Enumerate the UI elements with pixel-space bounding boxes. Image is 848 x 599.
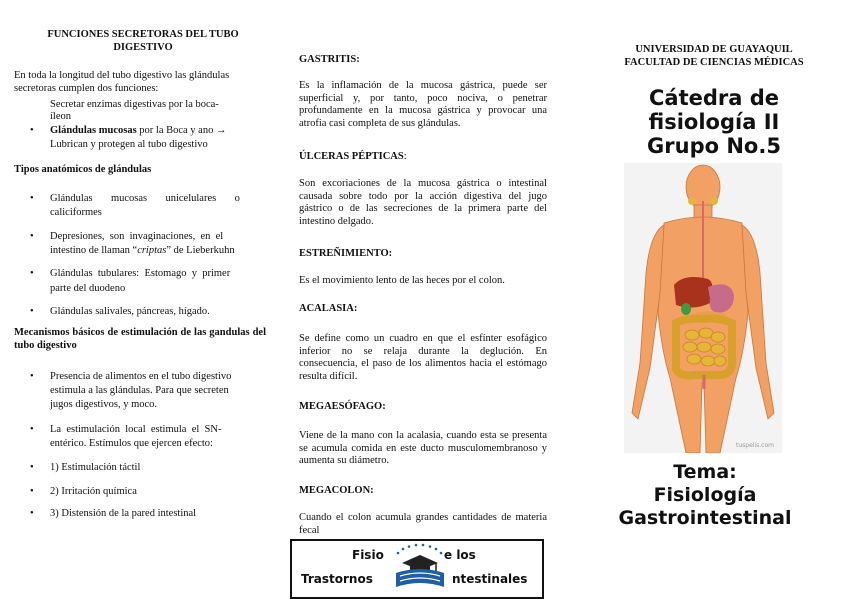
heading-text: ÚLCERAS PÉPTICAS xyxy=(299,151,404,162)
mucous-glands-label: Glándulas mucosas xyxy=(50,125,137,136)
bullet-icon: • xyxy=(30,508,34,519)
gastritis-heading: GASTRITIS: xyxy=(299,54,360,65)
megacolon-heading: MEGACOLON: xyxy=(299,485,374,496)
list-item: Glándulas mucosas unicelulares o xyxy=(50,193,240,204)
course-title-line3: Grupo No.5 xyxy=(647,134,781,158)
list-item: estimula a las glándulas. Para que secreten xyxy=(50,385,229,396)
right-panel xyxy=(580,0,848,599)
list-item: Glándulas salivales, páncreas, hígado. xyxy=(50,306,210,317)
function-1-line1: Secretar enzimas digestivas por la boca- xyxy=(50,99,219,110)
heading-suffix: : xyxy=(403,151,407,162)
stamp-line1-b: e los xyxy=(444,548,476,562)
digestive-system-illustration xyxy=(624,163,782,453)
function-2-line1 xyxy=(50,125,270,138)
topic-title-line1: Tema: xyxy=(673,461,737,483)
megaesophagus-heading: MEGAESÓFAGO: xyxy=(299,401,386,412)
stamp-line2-b: ntestinales xyxy=(452,572,528,586)
university-name: UNIVERSIDAD DE GUAYAQUIL xyxy=(635,44,793,55)
secretory-functions-title: FUNCIONES SECRETORAS DEL TUBO DIGESTIVO xyxy=(47,29,239,53)
bullet-icon: • xyxy=(30,486,34,497)
gastritis-text: Es la inflamación de la mucosa gástrica, puede ser superficial y, por tanto, poco nociva, o penetrar profundamente en la mucosa gástrica y provocar una atrofia casi completa de sus glándulas. xyxy=(299,80,547,129)
achalasia-text: Se define como un cuadro en que el esfínter esofágico inferior no se relaja durante la deglución. En consecuencia, el paso de los alimentos hacia el estómago resulta difícil. xyxy=(299,333,547,382)
list-item: Depresiones, son invaginaciones, en el xyxy=(50,231,224,242)
faculty-name: FACULTAD DE CIENCIAS MÉDICAS xyxy=(624,57,804,68)
title-stamp-box xyxy=(290,539,544,599)
intro-paragraph: En toda la longitud del tubo digestivo las glándulas secretoras cumplen dos funciones: xyxy=(14,70,230,94)
peptic-ulcers-text: Son excoriaciones de la mucosa gástrica o intestinal causada sobre todo por la acción digestiva del jugo gástrico o de las secreciones de la primera parte del intestino delgado. xyxy=(299,178,547,227)
peptic-ulcers-heading xyxy=(299,150,407,163)
megacolon-text: Cuando el colon acumula grandes cantidades de materia fecal xyxy=(299,512,547,536)
list-item: entérico. Estímulos que ejercen efecto: xyxy=(50,438,213,449)
bullet-icon: • xyxy=(30,125,34,136)
bullet-icon: • xyxy=(30,371,34,382)
gland-types-heading: Tipos anatómicos de glándulas xyxy=(14,164,152,175)
course-title-line1: Cátedra de xyxy=(648,86,779,110)
bullet-icon: • xyxy=(30,193,34,204)
achalasia-heading: ACALASIA: xyxy=(299,303,358,314)
university-header xyxy=(580,43,848,69)
list-item: parte del duodeno xyxy=(50,283,126,294)
bullet-icon: • xyxy=(30,268,34,279)
image-watermark: tuspelis.com xyxy=(736,442,774,449)
function-1-line2: íleon xyxy=(50,111,71,122)
list-item: La estimulación local estimula el SN- xyxy=(50,424,222,435)
left-panel xyxy=(0,0,282,599)
list-item-text: ” de Lieberkuhn xyxy=(166,245,235,256)
list-item: jugos digestivos, y moco. xyxy=(50,399,158,410)
bullet-icon: • xyxy=(30,306,34,317)
list-item: 3) Distensión de la pared intestinal xyxy=(50,508,197,519)
list-item: 2) Irritación química xyxy=(50,486,137,497)
list-item: Glándulas tubulares: Estomago y primer xyxy=(50,268,231,279)
middle-panel xyxy=(288,0,560,599)
list-item xyxy=(50,244,235,257)
stamp-line2-a: Trastornos xyxy=(301,572,373,586)
list-item: Presencia de alimentos en el tubo digestivo xyxy=(50,371,232,382)
stamp-line1-a: Fisio xyxy=(352,548,384,562)
function-2-line2: Lubrican y protegen al tubo digestivo xyxy=(50,139,208,150)
course-title-line2: fisiología II xyxy=(648,110,780,134)
mechanisms-heading: Mecanismos básicos de estimulación de las gandulas del tubo digestivo xyxy=(14,327,266,351)
human-body-digestive-image xyxy=(624,163,782,453)
list-item-text: intestino de llaman “ xyxy=(50,245,138,256)
list-item: 1) Estimulación táctil xyxy=(50,462,141,473)
list-item: caliciformes xyxy=(50,207,102,218)
topic-title-line3: Gastrointestinal xyxy=(618,507,792,529)
topic-title xyxy=(580,461,830,530)
graduation-cap-logo-icon xyxy=(392,543,448,595)
bullet-icon: • xyxy=(30,231,34,242)
function-2-rest: por la Boca y ano → xyxy=(136,125,227,136)
criptas-term: criptas xyxy=(137,245,167,256)
constipation-heading: ESTREÑIMIENTO: xyxy=(299,248,393,259)
constipation-text: Es el movimiento lento de las heces por el colon. xyxy=(299,275,505,286)
topic-title-line2: Fisiología xyxy=(653,484,757,506)
bullet-icon: • xyxy=(30,462,34,473)
bullet-icon: • xyxy=(30,424,34,435)
megaesophagus-text: Viene de la mano con la acalasia, cuando esta se presenta se acumula comida en este ducto musculomembranoso y aumenta su diámetro. xyxy=(299,430,547,466)
course-title xyxy=(580,86,848,158)
